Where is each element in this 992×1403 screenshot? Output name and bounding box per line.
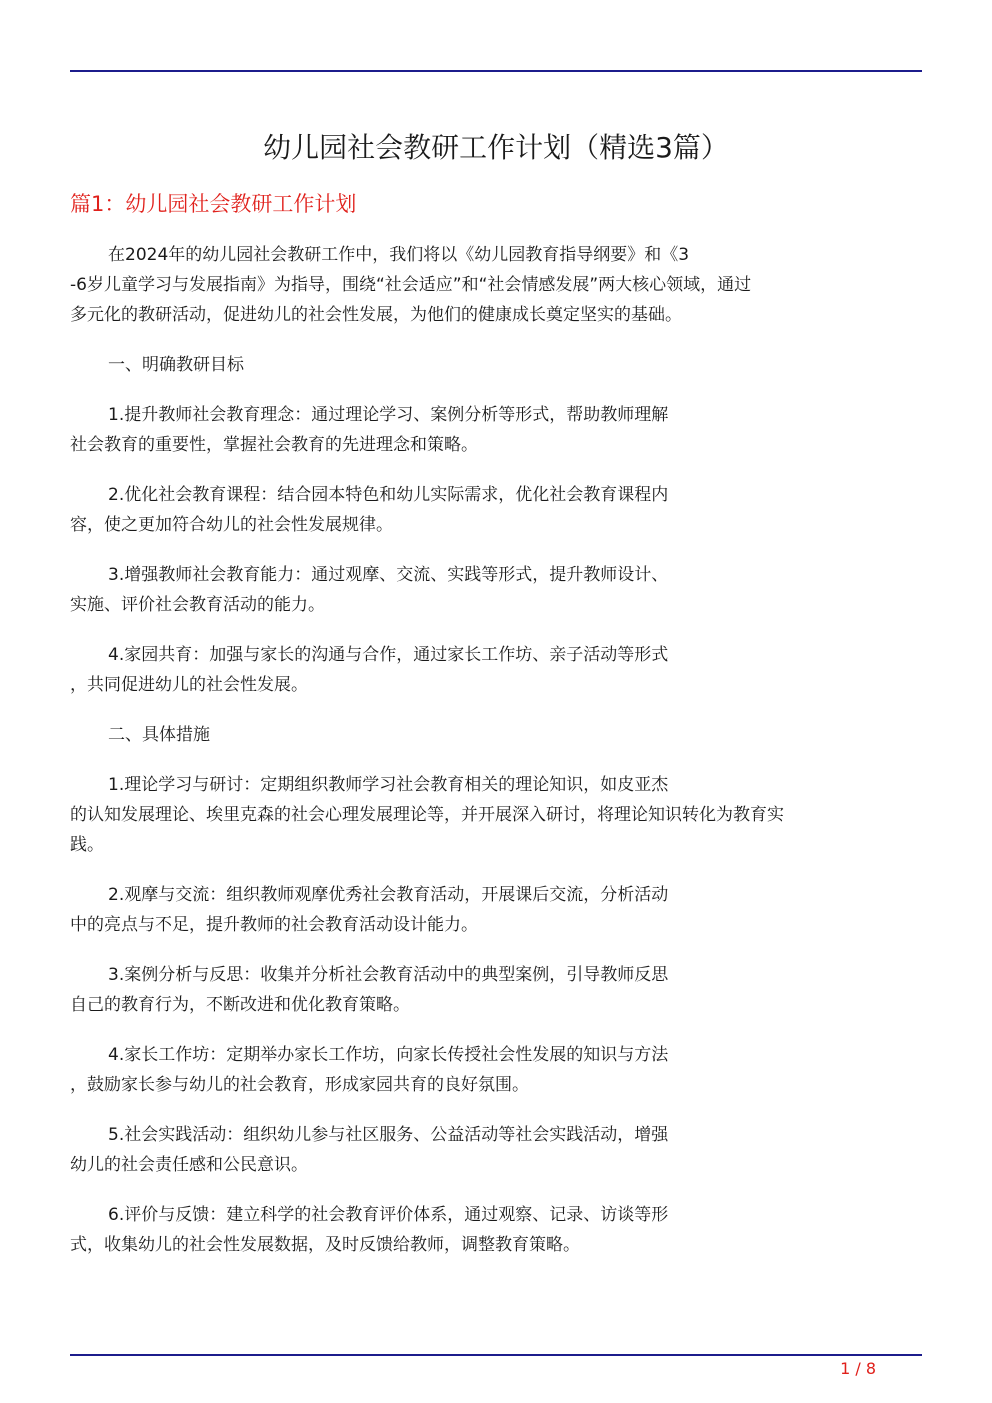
paragraph-line: 容，使之更加符合幼儿的社会性发展规律。 bbox=[70, 515, 393, 535]
paragraph bbox=[70, 1040, 915, 1100]
paragraph-line: 4.家园共育：加强与家长的沟通与合作，通过家长工作坊、亲子活动等形式 bbox=[108, 645, 669, 665]
paragraph bbox=[70, 640, 915, 700]
paragraph-line: 6.评价与反馈：建立科学的社会教育评价体系，通过观察、记录、访谈等形 bbox=[108, 1205, 669, 1225]
paragraph-line: ，鼓励家长参与幼儿的社会教育，形成家园共育的良好氛围。 bbox=[70, 1075, 529, 1095]
page-number: 1 / 8 bbox=[840, 1359, 876, 1378]
paragraph-line: 实施、评价社会教育活动的能力。 bbox=[70, 595, 325, 615]
paragraph-line: -6岁儿童学习与发展指南》为指导，围绕“社会适应”和“社会情感发展”两大核心领域，通过 bbox=[70, 275, 752, 295]
paragraph-line: 1.理论学习与研讨：定期组织教师学习社会教育相关的理论知识，如皮亚杰 bbox=[108, 775, 669, 795]
paragraph-line: 的认知发展理论、埃里克森的社会心理发展理论等，并开展深入研讨，将理论知识转化为教育实 bbox=[70, 805, 784, 825]
footer-rule bbox=[70, 1354, 922, 1356]
paragraph-line: ，共同促进幼儿的社会性发展。 bbox=[70, 675, 308, 695]
paragraph-line: 3.增强教师社会教育能力：通过观摩、交流、实践等形式，提升教师设计、 bbox=[108, 565, 669, 585]
paragraph bbox=[70, 1120, 915, 1180]
paragraph-line: 一、明确教研目标 bbox=[108, 355, 244, 375]
paragraph-line: 社会教育的重要性，掌握社会教育的先进理念和策略。 bbox=[70, 435, 478, 455]
paragraph bbox=[70, 400, 915, 460]
paragraph-line: 自己的教育行为，不断改进和优化教育策略。 bbox=[70, 995, 410, 1015]
section-title: 篇1：幼儿园社会教研工作计划 bbox=[70, 192, 357, 216]
paragraph-line: 5.社会实践活动：组织幼儿参与社区服务、公益活动等社会实践活动，增强 bbox=[108, 1125, 669, 1145]
paragraph-line: 践。 bbox=[70, 835, 104, 855]
paragraph bbox=[70, 240, 915, 330]
paragraph bbox=[70, 960, 915, 1020]
paragraph-line: 1.提升教师社会教育理念：通过理论学习、案例分析等形式，帮助教师理解 bbox=[108, 405, 669, 425]
paragraph-line: 3.案例分析与反思：收集并分析社会教育活动中的典型案例，引导教师反思 bbox=[108, 965, 669, 985]
paragraph-line: 2.观摩与交流：组织教师观摩优秀社会教育活动，开展课后交流，分析活动 bbox=[108, 885, 669, 905]
paragraph-line: 式，收集幼儿的社会性发展数据，及时反馈给教师，调整教育策略。 bbox=[70, 1235, 580, 1255]
paragraph bbox=[70, 350, 915, 380]
paragraph-line: 2.优化社会教育课程：结合园本特色和幼儿实际需求，优化社会教育课程内 bbox=[108, 485, 669, 505]
header-rule bbox=[70, 70, 922, 72]
paragraph-line: 在2024年的幼儿园社会教研工作中，我们将以《幼儿园教育指导纲要》和《3 bbox=[108, 245, 690, 265]
paragraph-line: 多元化的教研活动，促进幼儿的社会性发展，为他们的健康成长奠定坚实的基础。 bbox=[70, 305, 682, 325]
paragraph-line: 二、具体措施 bbox=[108, 725, 210, 745]
paragraph-line: 幼儿的社会责任感和公民意识。 bbox=[70, 1155, 308, 1175]
document-body bbox=[70, 240, 915, 1280]
paragraph bbox=[70, 770, 915, 860]
paragraph bbox=[70, 1200, 915, 1260]
paragraph bbox=[70, 880, 915, 940]
document-title: 幼儿园社会教研工作计划（精选3篇） bbox=[263, 131, 729, 164]
paragraph bbox=[70, 560, 915, 620]
paragraph bbox=[70, 480, 915, 540]
paragraph bbox=[70, 720, 915, 750]
paragraph-line: 4.家长工作坊：定期举办家长工作坊，向家长传授社会性发展的知识与方法 bbox=[108, 1045, 669, 1065]
paragraph-line: 中的亮点与不足，提升教师的社会教育活动设计能力。 bbox=[70, 915, 478, 935]
